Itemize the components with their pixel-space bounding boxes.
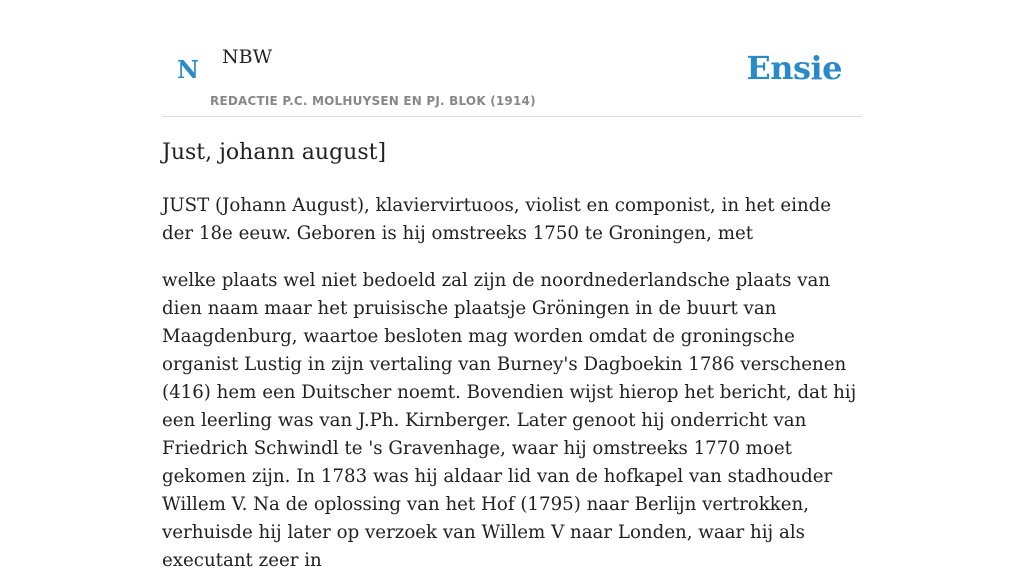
- article-paragraph: JUST (Johann August), klaviervirtuoos, violist en componist, in het einde der 18e eeuw. Geboren is hij omstreeks 1750 te Groningen, met: [162, 195, 832, 244]
- brand-logo[interactable]: Ensie: [746, 49, 842, 87]
- source-name[interactable]: NBW: [222, 46, 273, 68]
- article-paragraph: welke plaats wel niet bedoeld zal zijn de noordnederlandsche plaats van dien naam maar het pruisische plaatsje Gröningen in de buurt van Maagdenburg, waartoe besloten mag worden omdat de groningsche organist Lustig in zijn vertaling van Burney's Dagboekin 1786 verschenen (416) hem een Duitscher noemt. Bovendien wijst hierop het bericht, dat hij een leerling was van J.Ph. Kirnberger. Later genoot hij onderricht van Friedrich Schwindl te 's Gravenhage, waar hij omstreeks 1770 moet gekomen zijn. In 1783 was hij aldaar lid van de hofkapel van stadhouder Willem V. Na de oplossing van het Hof (1795) naar Berlijn vertrokken, verhuisde hij later op verzoek van Willem V naar Londen, waar hij als executant zeer in: [162, 270, 857, 571]
- article-title: Just, johann august]: [162, 140, 387, 165]
- byline: REDACTIE P.C. MOLHUYSEN EN PJ. BLOK (1914): [210, 94, 536, 108]
- source-logo[interactable]: N: [177, 55, 199, 84]
- header: [162, 0, 862, 117]
- page: [162, 0, 862, 571]
